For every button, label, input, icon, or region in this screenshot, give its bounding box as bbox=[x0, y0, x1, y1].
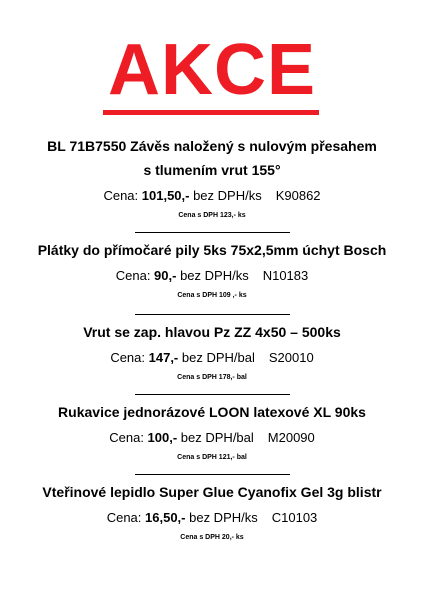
product-title: Vteřinové lepidlo Super Glue Cyanofix Gel 3g blistr bbox=[42, 484, 382, 500]
price-unit: bez DPH/ks bbox=[189, 188, 262, 203]
price-label: Cena: bbox=[110, 350, 149, 365]
product-title: BL 71B7550 Závěs naložený s nulovým přesahem bbox=[47, 138, 377, 154]
headline-underline bbox=[103, 110, 319, 115]
price-unit: bez DPH/bal bbox=[177, 430, 254, 445]
product-item-1 bbox=[0, 134, 424, 222]
price-unit: bez DPH/ks bbox=[176, 268, 249, 283]
product-title: Vrut se zap. hlavou Pz ZZ 4x50 – 500ks bbox=[83, 324, 341, 340]
price-value: 100,- bbox=[147, 430, 178, 445]
product-title: Rukavice jednorázové LOON latexové XL 90ks bbox=[58, 404, 366, 420]
headline: AKCE bbox=[107, 30, 316, 110]
product-item-2 bbox=[0, 238, 424, 302]
vat-note: Cena s DPH 109 ,- ks bbox=[177, 292, 247, 299]
product-item-4 bbox=[0, 400, 424, 464]
product-code: K90862 bbox=[275, 188, 321, 203]
price-value: 101,50,- bbox=[141, 188, 190, 203]
separator-line bbox=[135, 314, 290, 315]
price-value: 16,50,- bbox=[145, 510, 186, 525]
product-price-line bbox=[0, 266, 424, 286]
price-value: 147,- bbox=[148, 350, 179, 365]
price-label: Cena: bbox=[103, 188, 142, 203]
product-item-3 bbox=[0, 320, 424, 384]
separator-line bbox=[135, 394, 290, 395]
vat-note: Cena s DPH 123,- ks bbox=[178, 212, 246, 219]
product-code: M20090 bbox=[267, 430, 315, 445]
separator-line bbox=[135, 232, 290, 233]
product-code: S20010 bbox=[268, 350, 314, 365]
product-title: s tlumením vrut 155° bbox=[143, 162, 281, 178]
separator-line bbox=[135, 474, 290, 475]
product-item-5 bbox=[0, 480, 424, 544]
price-unit: bez DPH/ks bbox=[185, 510, 258, 525]
product-price-line bbox=[0, 186, 424, 206]
vat-note: Cena s DPH 178,- bal bbox=[177, 374, 247, 381]
product-price-line bbox=[0, 348, 424, 368]
product-price-line bbox=[0, 428, 424, 448]
price-label: Cena: bbox=[115, 268, 155, 283]
vat-note: Cena s DPH 121,- bal bbox=[177, 454, 247, 461]
product-price-line bbox=[0, 508, 424, 528]
product-code: C10103 bbox=[271, 510, 318, 525]
price-value: 90,- bbox=[154, 268, 177, 283]
vat-note: Cena s DPH 20,- ks bbox=[180, 534, 244, 541]
price-label: Cena: bbox=[106, 510, 146, 525]
product-title: Plátky do přímočaré pily 5ks 75x2,5mm úchyt Bosch bbox=[37, 242, 387, 258]
price-unit: bez DPH/bal bbox=[178, 350, 255, 365]
product-code: N10183 bbox=[262, 268, 309, 283]
price-label: Cena: bbox=[109, 430, 148, 445]
